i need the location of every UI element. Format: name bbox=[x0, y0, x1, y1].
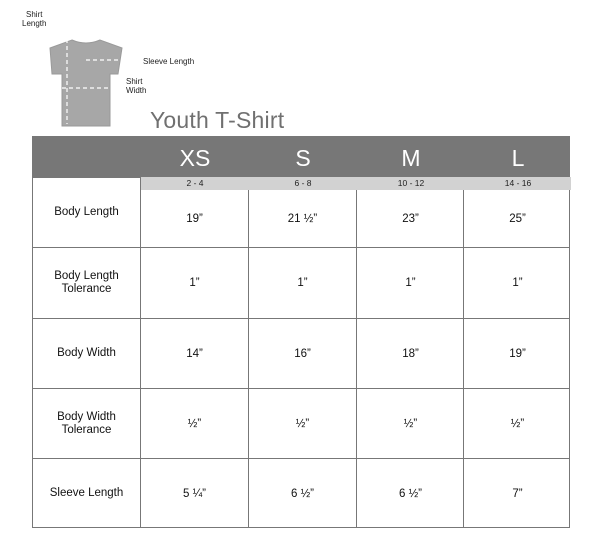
table-cell: 14” bbox=[186, 347, 203, 360]
table-cell: 19” bbox=[186, 212, 203, 225]
table-cell: ½” bbox=[403, 417, 418, 430]
size-header-row bbox=[33, 137, 569, 177]
size-m: M bbox=[401, 145, 421, 171]
row-label-body-length: Body Length bbox=[54, 206, 119, 218]
age-xs: 2 - 4 bbox=[186, 178, 204, 188]
sleeve-length-label: Sleeve Length bbox=[143, 57, 195, 66]
size-l: L bbox=[511, 145, 525, 171]
table-cell: 5 ¼” bbox=[182, 487, 206, 500]
table-cell: 25” bbox=[509, 212, 526, 225]
table-cell: 21 ½” bbox=[287, 212, 318, 225]
row-label-sleeve-length: Sleeve Length bbox=[49, 487, 124, 499]
table-cell: 6 ½” bbox=[398, 487, 422, 500]
table-cell: 1” bbox=[297, 277, 308, 289]
age-m: 10 - 12 bbox=[397, 178, 425, 188]
chart-title: Youth T-Shirt bbox=[150, 107, 285, 133]
table-cell: 23” bbox=[402, 212, 419, 225]
table-cell: 16” bbox=[294, 347, 311, 360]
table-cell: 19” bbox=[509, 347, 526, 360]
table-cell: ½” bbox=[295, 417, 310, 430]
age-s: 6 - 8 bbox=[294, 178, 312, 188]
size-s: S bbox=[295, 145, 311, 171]
age-l: 14 - 16 bbox=[504, 178, 532, 188]
table-cell: ½” bbox=[187, 417, 202, 430]
row-label-body-width: Body Width bbox=[57, 347, 116, 359]
table-cell: 1” bbox=[512, 277, 523, 289]
age-range-row bbox=[141, 177, 571, 190]
table-cell: 7” bbox=[512, 487, 523, 500]
table-cell: 1” bbox=[405, 277, 416, 289]
size-chart-table bbox=[32, 136, 570, 528]
size-xs: XS bbox=[179, 145, 211, 171]
shirt-length-label: Shirt Length bbox=[22, 10, 47, 28]
row-label-body-length-tolerance: Body Length Tolerance bbox=[54, 270, 119, 295]
table-cell: 1” bbox=[189, 277, 200, 289]
table-cell: 6 ½” bbox=[290, 487, 314, 500]
table-cell: 18” bbox=[402, 347, 419, 360]
shirt-width-label: Shirt Width bbox=[126, 77, 147, 95]
table-cell: ½” bbox=[510, 417, 525, 430]
row-label-body-width-tolerance: Body Width Tolerance bbox=[57, 410, 116, 436]
